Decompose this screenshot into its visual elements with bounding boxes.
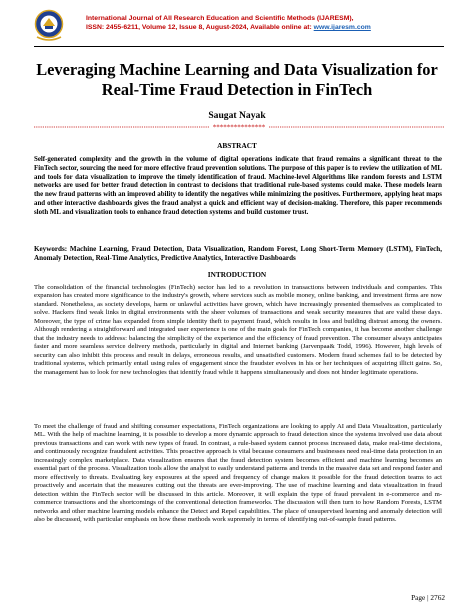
abstract-heading: ABSTRACT: [217, 141, 257, 150]
journal-logo-icon: [34, 9, 64, 43]
paper-title: Leveraging Machine Learning and Data Visualization for Real-Time Fraud Detection in FinTech: [36, 60, 438, 99]
abstract-text: Self-generated complexity and the growth in the volume of digital operations indicate that fraud remains a significant threat to the FinTech sector, sourcing the need for more effective fraud prevention solutions. The purpose of this paper is to review the utilization of ML and tools for data visualization to improve the timely identification of fraud. Machine-level Algorithms like random forests and LSTM networks are used for better fraud detection in contrast to decisions that traditional rule-based systems could make. These models learn the new fraud patterns with an improved ability to identify the negatives while minimizing the positives. Furthermore, applying heat maps and other interactive dashboards gives the fraud analyst a quick and efficient way of decision-making. Therefore, this paper recommends sloth ML and visualization tools to enhance fraud detection systems and build customer trust.: [34, 156, 442, 216]
page-number: Page | 2762: [411, 593, 445, 602]
intro-paragraph-2: To meet the challenge of fraud and shifting consumer expectations, FinTech organizations are looking to apply AI and Data Visualization, particularly ML. With the help of machine learning, it is possible to develop a more dynamic approach to fraud detection since the systems involved use data about previous transactions and can work with new types of fraud. In contrast, a rule-based system cannot process increased data, make real-time decisions, and continuously recognize fraudulent activities. This proactive approach is vital because consumers and businesses need real-time data protection in an increasingly complex marketplace. Data visualization ensures that the fraud detection system becomes efficient and machine learning becomes an essential part of the process. Visualization tools allow the analyst to easily understand patterns and trends in the massive data set and respond faster and more effectively to threats. Evaluating key exposures at the speed and frequency of change makes it possible for the fraud detection teams to act proactively and ascertain that the measures cutting out the threats are ever-improving. The use of machine learning and data visualization in fraud detection within the FinTech sector will be discussed in this article. Moreover, it will explain the type of fraud prevalent in e-commerce and m-commerce transactions and the shortcomings of the conventional detection frameworks. The discussion will then turn to how Random Forests, LSTM networks and other machine learning models enhance the Detect and Repel capabilities. The place of unsupervised learning and anomaly detection will also be discussed, with particular emphasis on how these methods work supremely in terms of identifying out-of-sample fraud patterns.: [34, 423, 442, 524]
journal-issn: [86, 23, 446, 32]
header-divider: [34, 46, 444, 47]
introduction-heading: INTRODUCTION: [207, 270, 267, 279]
keywords-text: Keywords: Machine Learning, Fraud Detection, Data Visualization, Random Forest, Long Short-Term Memory (LSTM), FinTech, Anomaly Detection, Real-Time Analytics, Predictive Analytics, Interactive Dashboards: [34, 245, 442, 262]
journal-issn-text: ISSN: 2455-6211, Volume 12, Issue 8, August-2024, Available online at:: [86, 24, 314, 31]
journal-header-text: [86, 14, 446, 32]
journal-header: [34, 7, 444, 47]
intro-paragraph-1: The consolidation of the financial technologies (FinTech) sector has led to a revolution in transactions between individuals and companies. This expansion has created more significance to the industry's growth, where services such as mobile money, online banking, and investment firms are now standard. Nonetheless, as society develops, harm or unlawful activities have grown, which have increasingly presented themselves as complicated to solve. Hackers find weak links in digital environments with the sheer volumes of transactions and weak security measures that are valid these days. Moreover, the type of crime has expanded from simple identity theft to payment fraud, which results in loss and building distrust among the owners. Although rendering a straightforward and integrated user experience is one of the main goals for FinTech companies, it has become another challenge that the industry needs to address: balancing the simplicity of the experience and the efficiency of fraud prevention. The consumer always anticipates faster and more seamless service delivery methods, particularly in digital and Internet banking (Jarvenpaa& Todd, 1996). However, high levels of security can also inhibit this process and result in delays, erroneous results, and unsatisfied customers. Modern fraud schemes fail to be detected by traditional systems, which primarily entail using rules of engagement since the fraudster evolves in his or her techniques of acquiring illicit gains. So, the management has to look for new technologies that identify fraud while it happens simultaneously and does not hinder legitimate operations.: [34, 284, 442, 376]
stars-separator: [34, 124, 444, 130]
journal-website-link[interactable]: www.ijaresm.com: [313, 24, 371, 31]
journal-name: International Journal of All Research Education and Scientific Methods (IJARESM),: [86, 15, 354, 22]
paper-author: Saugat Nayak: [208, 110, 266, 121]
separator-stars: ***************: [212, 124, 266, 130]
